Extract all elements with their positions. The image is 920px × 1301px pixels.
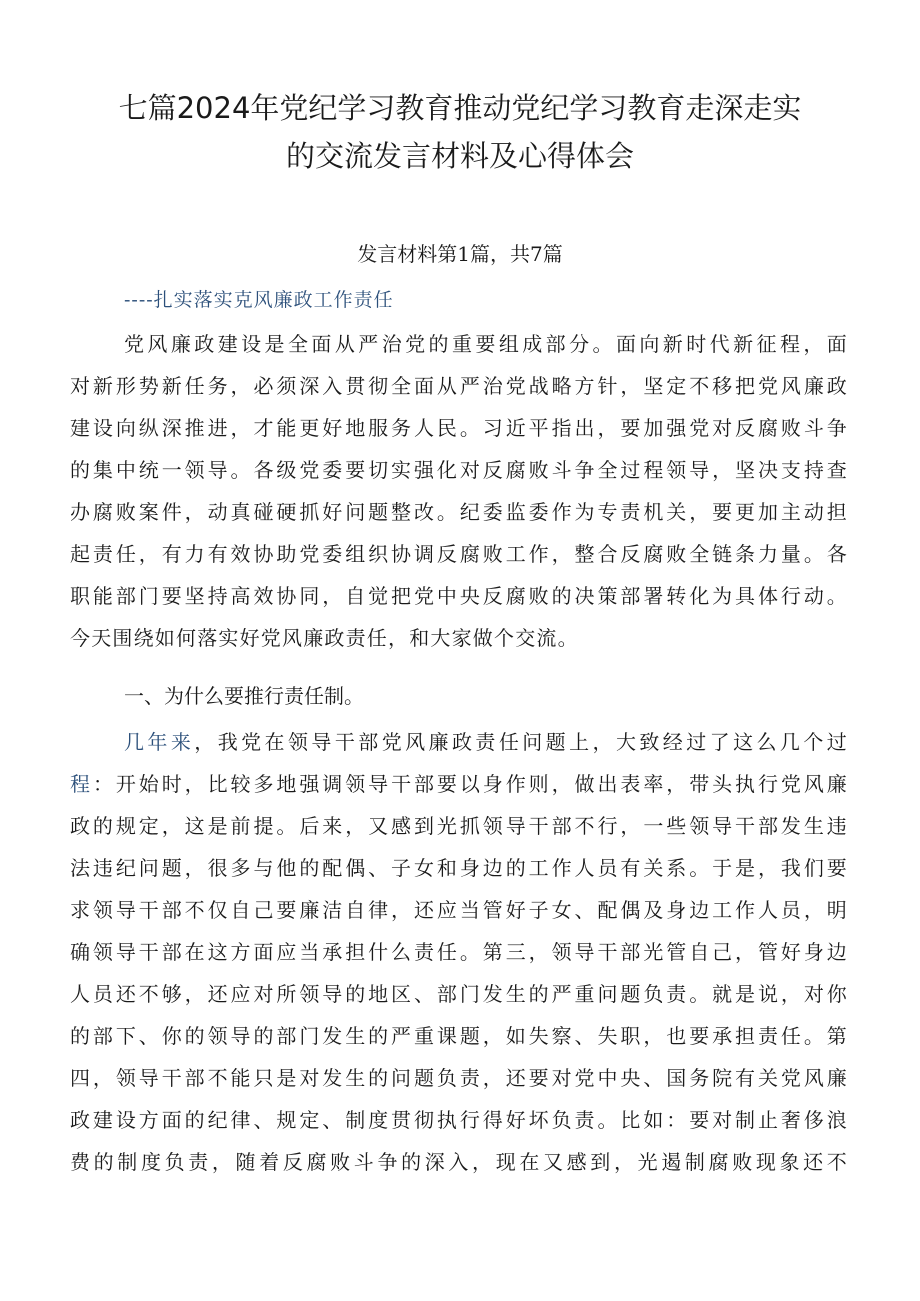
paragraph-1-line: 办腐败案件，动真碰硬抓好问题整改。纪委监委作为专责机关，要更加主动担	[70, 500, 848, 524]
paragraph-1-line: 党风廉政建设是全面从严治党的重要组成部分。面向新时代新征程，面	[124, 332, 848, 356]
paragraph-2-line: 四，领导干部不能只是对发生的问题负责，还要对党中央、国务院有关党风廉	[70, 1066, 848, 1090]
paragraph-2-line	[70, 768, 848, 800]
paragraph-2-text: ，我党在领导干部党风廉政责任问题上，大致经过了这么几个过	[194, 730, 848, 754]
paragraph-2-line: 政建设方面的纪律、规定、制度贯彻执行得好坏负责。比如：要对制止奢侈浪	[70, 1108, 848, 1132]
paragraph-2-highlight: 几年来	[124, 730, 195, 754]
paragraph-1-line: 对新形势新任务，必须深入贯彻全面从严治党战略方针，坚定不移把党风廉政	[70, 374, 848, 398]
paragraph-2-line: 法违纪问题，很多与他的配偶、子女和身边的工作人员有关系。于是，我们要	[70, 856, 848, 880]
document-title-line-2: 的交流发言材料及心得体会	[285, 139, 634, 173]
paragraph-1-line: 的集中统一领导。各级党委要切实强化对反腐败斗争全过程领导，坚决支持查	[70, 458, 848, 482]
paragraph-1-line: 建设向纵深推进，才能更好地服务人民。习近平指出，要加强党对反腐败斗争	[70, 416, 848, 440]
paragraph-2-text: ：开始时，比较多地强调领导干部要以身作则，做出表率，带头执行党风廉	[92, 772, 848, 796]
document-title-line-1: 七篇2024年党纪学习教育推动党纪学习教育走深走实	[118, 91, 802, 125]
section-heading-1: 一、为什么要推行责任制。	[124, 684, 364, 708]
paragraph-2-line: 的部下、你的领导的部门发生的严重课题，如失察、失职，也要承担责任。第	[70, 1024, 848, 1048]
paragraph-1-line: 起责任，有力有效协助党委组织协调反腐败工作，整合反腐败全链条力量。各	[70, 542, 848, 566]
paragraph-1-line: 职能部门要坚持高效协同，自觉把党中央反腐败的决策部署转化为具体行动。	[70, 584, 848, 608]
paragraph-2-line: 费的制度负责，随着反腐败斗争的深入，现在又感到，光遏制腐败现象还不	[70, 1150, 848, 1174]
paragraph-2-line: 政的规定，这是前提。后来，又感到光抓领导干部不行，一些领导干部发生违	[70, 814, 848, 838]
paragraph-1-line: 今天围绕如何落实好党风廉政责任，和大家做个交流。	[70, 626, 579, 650]
paragraph-2-line	[124, 726, 848, 758]
section-theme: ----扎实落实克风廉政工作责任	[124, 289, 394, 311]
paragraph-2-line: 求领导干部不仅自己要廉洁自律，还应当管好子女、配偶及身边工作人员，明	[70, 898, 848, 922]
paragraph-2-line: 确领导干部在这方面应当承担什么责任。第三，领导干部光管自己，管好身边	[70, 940, 848, 964]
paragraph-2-highlight: 程	[70, 772, 93, 796]
paragraph-2-line: 人员还不够，还应对所领导的地区、部门发生的严重问题负责。就是说，对你	[70, 982, 848, 1006]
section-subtitle: 发言材料第1篇，共7篇	[357, 242, 563, 266]
